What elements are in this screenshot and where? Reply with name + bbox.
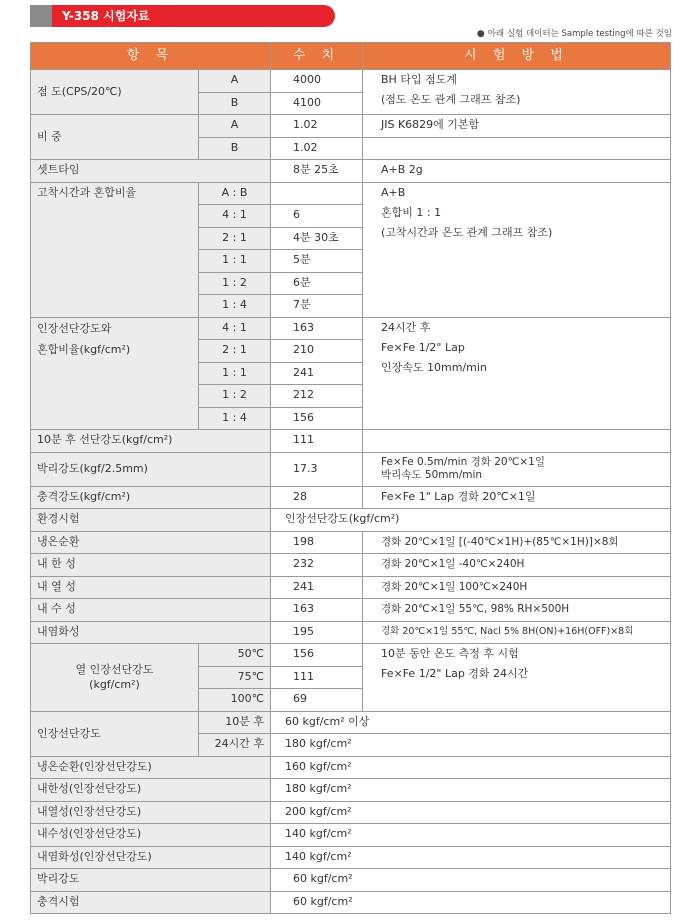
row-label: 고착시간과 혼합비율 (31, 182, 199, 317)
value-cell: 180 kgf/cm² (271, 734, 671, 757)
row-label (31, 644, 199, 712)
table-row (31, 486, 671, 509)
method-cell: JIS K6829에 기본함 (363, 115, 671, 138)
table-row (31, 509, 671, 532)
header-row (31, 43, 671, 70)
sub-label: 10분 후 (199, 711, 271, 734)
bullet-icon: ● (476, 29, 485, 39)
title-marker (30, 5, 52, 27)
value-cell: 6분 (271, 272, 363, 295)
method-cell: 경화 20℃×1일 -40℃×240H (363, 554, 671, 577)
table-row (31, 869, 671, 892)
sub-label: 24시간 후 (199, 734, 271, 757)
method-cell: 경화 20℃×1일 100℃×240H (363, 576, 671, 599)
value-cell: 1.02 (271, 137, 363, 160)
method-cell (363, 644, 671, 712)
table-row (31, 621, 671, 644)
value-cell: 17.3 (271, 452, 363, 486)
row-label: 냉온순환 (31, 531, 271, 554)
table-row (31, 182, 671, 205)
label-line: (kgf/cm²) (89, 678, 140, 692)
value-cell: 195 (271, 621, 363, 644)
table-row (31, 779, 671, 802)
value-cell: 60 kgf/cm² (271, 891, 671, 914)
method-cell: 경화 20℃×1일 [(-40℃×1H)+(85℃×1H)]×8회 (363, 531, 671, 554)
row-label: 내 수 성 (31, 599, 271, 622)
note-text: 아래 실험 데이터는 Sample testing에 따른 것임 (487, 29, 672, 39)
method-line: 24시간 후 (381, 320, 431, 334)
value-cell: 6 (271, 205, 363, 228)
page-title: Y-358 시험자료 (62, 9, 150, 23)
method-cell: A+B 2g (363, 160, 671, 183)
table-row (31, 846, 671, 869)
sub-label: 75℃ (199, 666, 271, 689)
col-header-value: 수 치 (271, 43, 363, 70)
value-cell: 5분 (271, 250, 363, 273)
table-row (31, 430, 671, 453)
method-cell (363, 317, 671, 430)
method-cell (363, 137, 671, 160)
table-row (31, 70, 671, 93)
row-label (31, 317, 199, 430)
sub-label: 4 : 1 (199, 317, 271, 340)
table-row (31, 644, 671, 667)
value-cell: 140 kgf/cm² (271, 846, 671, 869)
value-cell: 111 (271, 430, 363, 453)
row-label: 인장선단강도 (31, 711, 199, 756)
row-label: 내열성(인장선단강도) (31, 801, 271, 824)
row-label: 박리강도 (31, 869, 271, 892)
value-cell: 163 (271, 599, 363, 622)
table-row (31, 160, 671, 183)
method-line: BH 타입 점도계 (381, 73, 457, 86)
sub-label: 100℃ (199, 689, 271, 712)
value-cell: 1.02 (271, 115, 363, 138)
value-cell: 210 (271, 340, 363, 363)
table-row (31, 801, 671, 824)
method-cell (363, 70, 671, 115)
method-cell: 경화 20℃×1일 55℃, Nacl 5% 8H(ON)+16H(OFF)×8회 (363, 621, 671, 644)
label-line: 열 인장선단강도 (75, 663, 154, 677)
sub-label: A : B (199, 182, 271, 205)
row-label: 냉온순환(인장선단강도) (31, 756, 271, 779)
table-row (31, 452, 671, 486)
value-cell: 60 kgf/cm² (271, 869, 671, 892)
row-label: 내염화성(인장선단강도) (31, 846, 271, 869)
method-line: Fe×Fe 1/2" Lap (381, 340, 465, 354)
method-line: 10분 동안 온도 측정 후 시험 (381, 647, 519, 660)
method-line: (고착시간과 온도 관계 그래프 참조) (381, 225, 553, 239)
table-row (31, 891, 671, 914)
sub-label: 1 : 2 (199, 385, 271, 408)
method-line: Fe×Fe 1/2" Lap 경화 24시간 (381, 667, 529, 680)
value-cell: 8분 25초 (271, 160, 363, 183)
sub-label: 4 : 1 (199, 205, 271, 228)
row-label: 내 열 성 (31, 576, 271, 599)
value-cell: 180 kgf/cm² (271, 779, 671, 802)
table-row (31, 531, 671, 554)
row-label: 환경시험 (31, 509, 271, 532)
sub-label: A (199, 70, 271, 93)
value-cell (271, 182, 363, 205)
value-cell: 200 kgf/cm² (271, 801, 671, 824)
row-label: 내염화성 (31, 621, 271, 644)
sub-label: 1 : 1 (199, 250, 271, 273)
sub-label: 1 : 2 (199, 272, 271, 295)
sample-note (477, 27, 672, 39)
row-label: 점 도(CPS/20℃) (31, 70, 199, 115)
row-label: 비 중 (31, 115, 199, 160)
method-cell (363, 182, 671, 317)
row-label: 내수성(인장선단강도) (31, 824, 271, 847)
row-label: 내한성(인장선단강도) (31, 779, 271, 802)
row-label: 10분 후 선단강도(kgf/cm²) (31, 430, 271, 453)
value-cell: 198 (271, 531, 363, 554)
row-label: 내 한 성 (31, 554, 271, 577)
label-line: 인장선단강도와 (37, 321, 112, 335)
value-cell: 69 (271, 689, 363, 712)
sub-label: A (199, 115, 271, 138)
table-row (31, 824, 671, 847)
method-line: Fe×Fe 0.5m/min 경화 20℃×1일 (381, 455, 545, 468)
value-cell: 인장선단강도(kgf/cm²) (271, 509, 671, 532)
row-label: 충격강도(kgf/cm²) (31, 486, 271, 509)
method-cell: 경화 20℃×1일 55℃, 98% RH×500H (363, 599, 671, 622)
table-row (31, 115, 671, 138)
method-line: A+B (381, 185, 406, 199)
value-cell: 163 (271, 317, 363, 340)
row-label: 충격시험 (31, 891, 271, 914)
sub-label: 2 : 1 (199, 340, 271, 363)
value-cell: 111 (271, 666, 363, 689)
sub-label: 50℃ (199, 644, 271, 667)
method-line: (점도 온도 관계 그래프 참조) (381, 93, 521, 106)
value-cell: 4000 (271, 70, 363, 93)
sub-label: B (199, 92, 271, 115)
table-row (31, 576, 671, 599)
method-line: 혼합비 1 : 1 (381, 205, 442, 219)
sub-label: 1 : 4 (199, 295, 271, 318)
method-cell (363, 430, 671, 453)
value-cell: 7분 (271, 295, 363, 318)
value-cell: 241 (271, 576, 363, 599)
col-header-method: 시 험 방 법 (363, 43, 671, 70)
table-row (31, 317, 671, 340)
table-row (31, 756, 671, 779)
table-row (31, 711, 671, 734)
col-header-item: 항 목 (31, 43, 271, 70)
value-cell: 212 (271, 385, 363, 408)
value-cell: 60 kgf/cm² 이상 (271, 711, 671, 734)
test-data-table (30, 42, 671, 914)
method-cell: Fe×Fe 1" Lap 경화 20℃×1일 (363, 486, 671, 509)
sub-label: 1 : 1 (199, 362, 271, 385)
method-cell (363, 452, 671, 486)
row-label: 박리강도(kgf/2.5mm) (31, 452, 271, 486)
value-cell: 241 (271, 362, 363, 385)
sub-label: 1 : 4 (199, 407, 271, 430)
sub-label: B (199, 137, 271, 160)
table-row (31, 554, 671, 577)
row-label: 셋트타임 (31, 160, 271, 183)
value-cell: 140 kgf/cm² (271, 824, 671, 847)
sub-label: 2 : 1 (199, 227, 271, 250)
label-line: 혼합비율(kgf/cm²) (37, 342, 131, 356)
value-cell: 232 (271, 554, 363, 577)
value-cell: 28 (271, 486, 363, 509)
method-line: 박리속도 50mm/min (381, 468, 483, 481)
method-line: 인장속도 10mm/min (381, 360, 487, 374)
table-row (31, 599, 671, 622)
value-cell: 156 (271, 644, 363, 667)
value-cell: 156 (271, 407, 363, 430)
value-cell: 4100 (271, 92, 363, 115)
value-cell: 4분 30초 (271, 227, 363, 250)
value-cell: 160 kgf/cm² (271, 756, 671, 779)
